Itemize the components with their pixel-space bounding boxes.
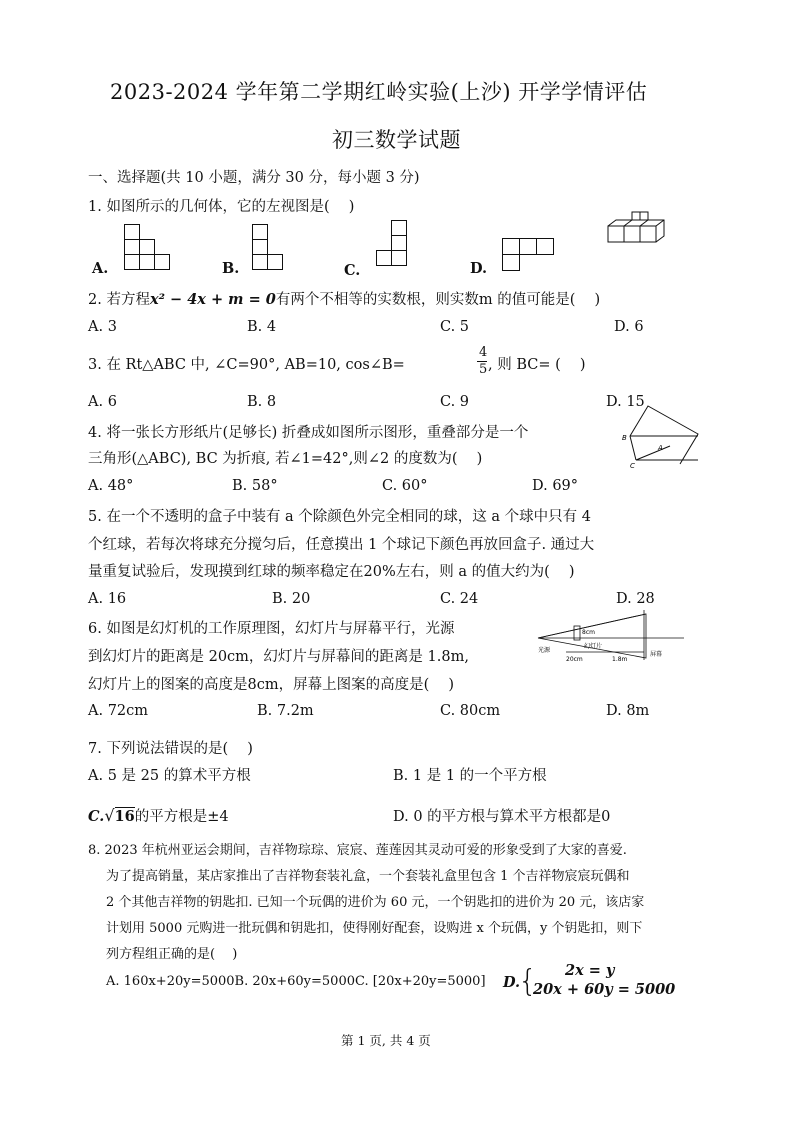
brace-icon: { (518, 964, 538, 999)
q5-option-b[interactable]: B. 20 (272, 591, 311, 607)
q3-option-c[interactable]: C. 9 (440, 394, 470, 410)
q7-option-b[interactable]: B. 1 是 1 的一个平方根 (393, 768, 547, 784)
q8-line-2: 为了提高销量，某店家推出了吉祥物套装礼盒，一个套装礼盒里包含 1 个吉祥物宸宸玩偶和 (106, 869, 630, 884)
q7-radicand: 16 (114, 808, 135, 825)
q3-fraction-numerator: 4 (479, 345, 488, 360)
q2-option-b[interactable]: B. 4 (247, 319, 277, 335)
q6-fig-label-screen: 屏幕 (650, 651, 663, 658)
section-heading: 一、选择题(共 10 小题，满分 30 分，每小题 3 分) (88, 170, 420, 186)
q8-line-3: 2 个其他吉祥物的钥匙扣. 已知一个玩偶的进价为 60 元，一个钥匙扣的进价为 20 元，该店家 (106, 895, 645, 910)
q2-stem (88, 288, 600, 309)
q1-option-c-label[interactable]: C. (344, 262, 361, 279)
q7-option-c-label: C. (88, 808, 105, 825)
q1-option-a-figure[interactable] (124, 224, 172, 272)
q4-folded-paper-figure (622, 406, 700, 468)
q3-stem-a: 3. 在 Rt△ABC 中, ∠C=90°, AB=10, cos∠B= (88, 357, 405, 373)
q5-line-1: 5. 在一个不透明的盒子中装有 a 个除颜色外完全相同的球，这 a 个球中只有 4 (88, 509, 592, 525)
q3-option-b[interactable]: B. 8 (247, 394, 277, 410)
q7-option-a[interactable]: A. 5 是 25 的算术平方根 (88, 768, 251, 784)
q5-option-c[interactable]: C. 24 (440, 591, 479, 607)
q6-option-c[interactable]: C. 80cm (440, 703, 501, 719)
q4-fig-label-a: A (658, 444, 663, 452)
q7-option-c-text: 的平方根是±4 (134, 809, 229, 825)
q2-equation: x² − 4x + m = 0 (149, 291, 276, 308)
q4-option-b[interactable]: B. 58° (232, 478, 278, 494)
q4-fig-label-b: B (622, 434, 627, 442)
q8-option-d-eq1: 2x = y (565, 962, 615, 979)
q1-option-b-label[interactable]: B. (222, 260, 240, 277)
q2-stem-a: 2. 若方程 (88, 292, 150, 308)
q1-option-a-label[interactable]: A. (92, 260, 109, 277)
q4-fig-label-c: C (630, 462, 635, 470)
q6-fig-label-8cm: 8cm (582, 629, 595, 636)
q1-stem: 1. 如图所示的几何体，它的左视图是( ) (88, 199, 355, 215)
q8-option-d-eq2: 20x + 60y = 5000 (533, 981, 676, 998)
q6-fig-label-18m: 1.8m (612, 656, 628, 663)
q5-option-a[interactable]: A. 16 (88, 591, 127, 607)
q4-line-2: 三角形(△ABC), BC 为折痕, 若∠1=42°,则∠2 的度数为( ) (88, 451, 483, 467)
q7-stem: 7. 下列说法错误的是( ) (88, 741, 253, 757)
q1-solid-figure (606, 212, 676, 248)
page-number: 第 1 页, 共 4 页 (341, 1033, 431, 1048)
q6-fig-label-light: 光源 (538, 647, 551, 654)
q3-fraction-denominator: 5 (479, 362, 488, 377)
exam-subtitle: 初三数学试题 (332, 128, 461, 152)
sqrt-icon: √ (104, 806, 115, 825)
q5-option-d[interactable]: D. 28 (616, 591, 655, 607)
q4-option-a[interactable]: A. 48° (88, 478, 134, 494)
q1-option-d-figure[interactable] (502, 238, 560, 272)
q8-line-4: 计划用 5000 元购进一批玩偶和钥匙扣，使得刚好配套，设购进 x 个玩偶，y 个钥匙扣，则下 (106, 921, 643, 936)
exam-title: 2023-2024 学年第二学期红岭实验(上沙) 开学学情评估 (110, 80, 648, 104)
q7-option-c[interactable] (88, 805, 229, 826)
q7-option-d[interactable]: D. 0 的平方根与算术平方根都是0 (393, 809, 611, 825)
q6-option-b[interactable]: B. 7.2m (257, 703, 314, 719)
q5-line-2: 个红球，若每次将球充分搅匀后，任意摸出 1 个球记下颜色再放回盒子. 通过大 (88, 537, 595, 553)
q5-line-3: 量重复试验后，发现摸到红球的频率稳定在20%左右，则 a 的值大约为( ) (88, 564, 575, 580)
q6-line-3: 幻灯片上的图案的高度是8cm，屏幕上图案的高度是( ) (88, 677, 455, 693)
q1-option-d-label[interactable]: D. (470, 260, 488, 277)
q6-option-d[interactable]: D. 8m (606, 703, 650, 719)
q4-option-d[interactable]: D. 69° (532, 478, 579, 494)
q6-fig-label-20cm: 20cm (566, 656, 583, 663)
q4-line-1: 4. 将一张长方形纸片(足够长) 折叠成如图所示图形，重叠部分是一个 (88, 425, 529, 441)
q6-line-2: 到幻灯片的距离是 20cm，幻灯片与屏幕间的距离是 1.8m, (88, 649, 469, 665)
q2-option-c[interactable]: C. 5 (440, 319, 470, 335)
q1-option-b-figure[interactable] (252, 224, 286, 272)
q6-projector-figure (536, 606, 686, 664)
q6-line-1: 6. 如图是幻灯机的工作原理图，幻灯片与屏幕平行，光源 (88, 621, 455, 637)
q8-options-abc[interactable]: A. 160x+20y=5000B. 20x+60y=5000C. [20x+20y=5000] (106, 974, 486, 989)
q1-option-c-figure[interactable] (376, 220, 410, 272)
q8-option-d-label[interactable]: D. (503, 974, 521, 991)
q3-option-a[interactable]: A. 6 (88, 394, 117, 410)
q2-stem-b: 有两个不相等的实数根，则实数m 的值可能是( ) (275, 292, 601, 308)
q2-option-d[interactable]: D. 6 (614, 319, 644, 335)
q3-option-d[interactable]: D. 15 (606, 394, 645, 410)
q4-option-c[interactable]: C. 60° (382, 478, 428, 494)
q8-line-5: 列方程组正确的是( ) (106, 947, 238, 962)
q6-fig-label-slide: 幻灯片 (584, 643, 603, 650)
q8-line-1: 8. 2023 年杭州亚运会期间，吉祥物琮琮、宸宸、莲莲因其灵动可爱的形象受到了大家的喜爱. (88, 843, 627, 858)
q2-option-a[interactable]: A. 3 (88, 319, 117, 335)
q6-option-a[interactable]: A. 72cm (88, 703, 149, 719)
q3-stem-b: , 则 BC= ( ) (488, 357, 586, 373)
